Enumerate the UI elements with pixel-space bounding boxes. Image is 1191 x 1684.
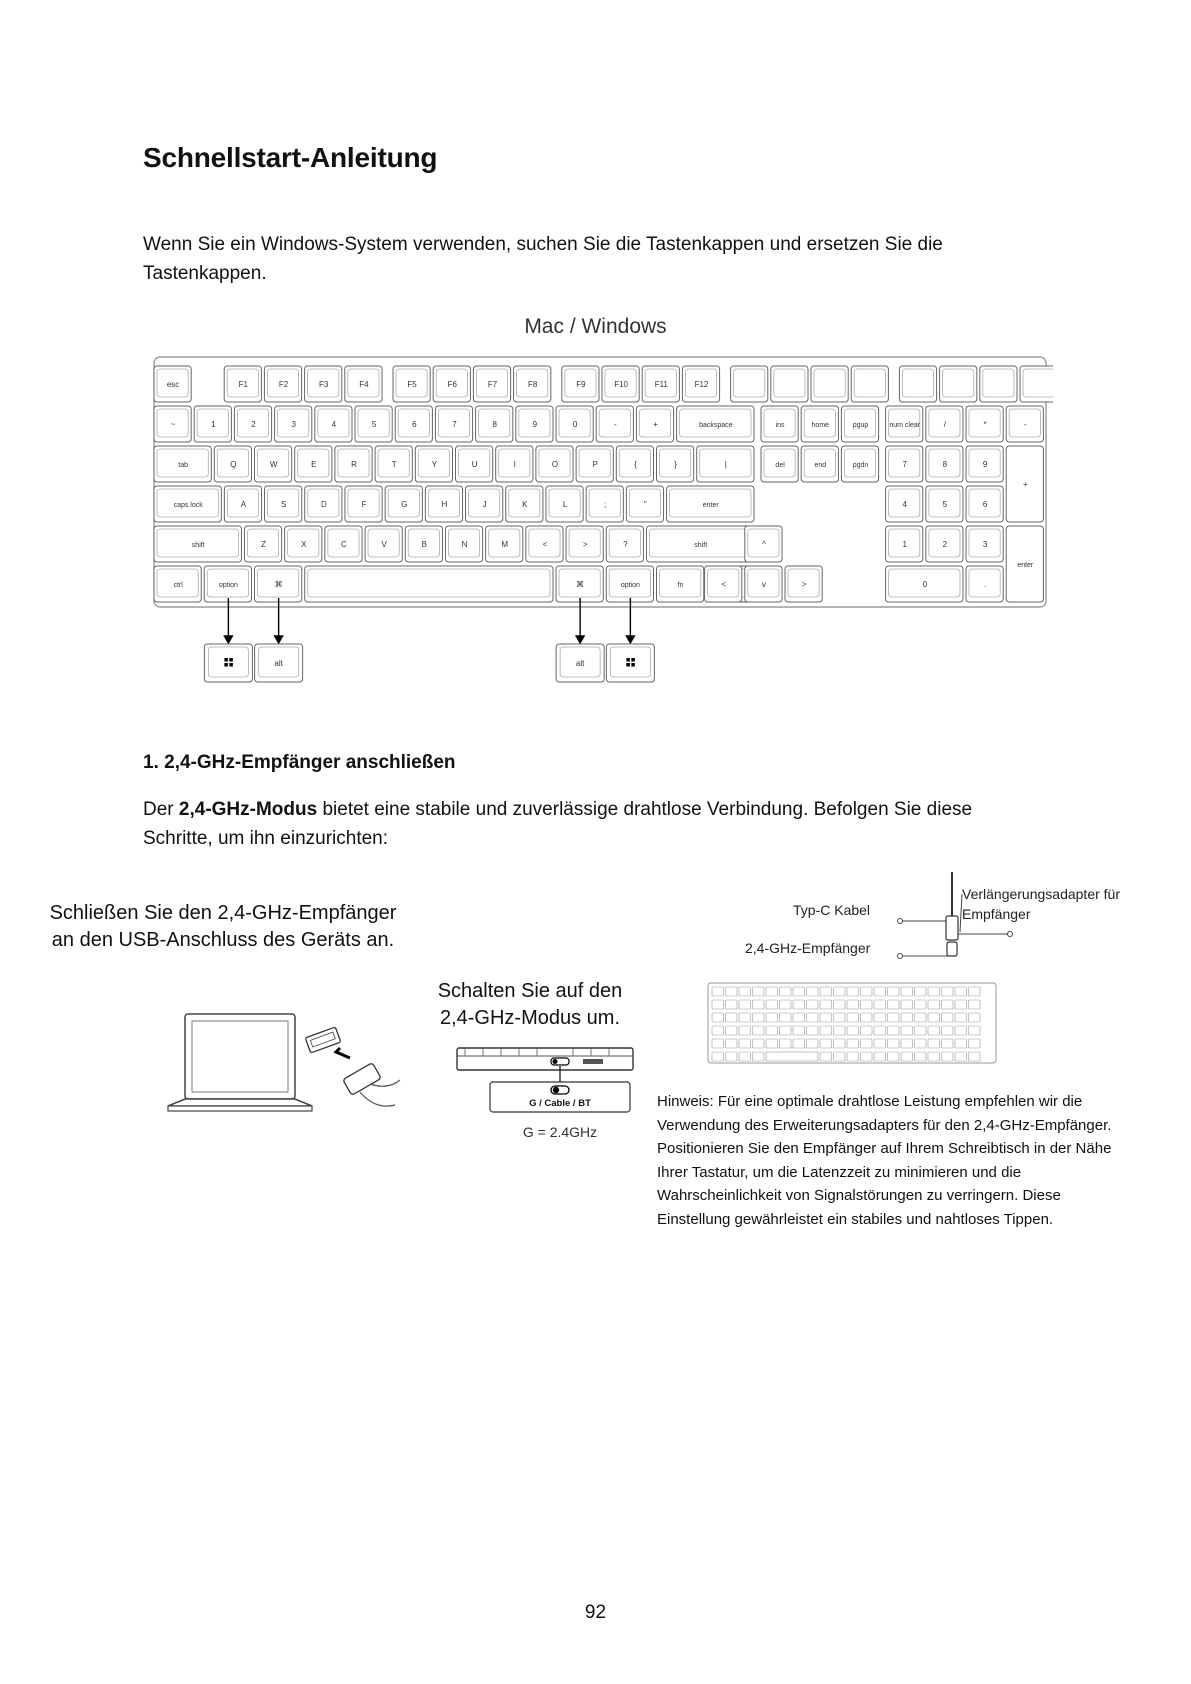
key-label: > <box>582 540 588 549</box>
win-key-alt-right <box>556 644 604 682</box>
svg-text:alt: alt <box>575 659 585 668</box>
key-label: 6 <box>982 500 988 509</box>
key-label: < <box>721 580 727 589</box>
key-letter <box>566 526 603 562</box>
key-nav <box>841 406 878 442</box>
typec-label: Typ-C Kabel <box>793 902 871 918</box>
key-label: T <box>391 460 397 469</box>
key-label: H <box>441 500 448 509</box>
key-letter <box>325 526 362 562</box>
key-letter <box>626 486 663 522</box>
key-letter <box>456 446 493 482</box>
key-label: U <box>471 460 478 469</box>
key-numpad <box>926 446 963 482</box>
key-f4 <box>345 366 382 402</box>
key-label: F4 <box>359 380 369 389</box>
key-f12 <box>682 366 719 402</box>
svg-text:enter: enter <box>1017 562 1034 569</box>
key-label: N <box>461 540 468 549</box>
key-letter <box>425 486 462 522</box>
key-arrow-up <box>745 526 782 562</box>
win-key-alt-left <box>255 644 303 682</box>
key-fn <box>657 566 704 602</box>
key-number <box>596 406 633 442</box>
key-label: Q <box>230 460 237 469</box>
key-label: O <box>551 460 559 469</box>
key-label: ~ <box>170 420 176 429</box>
key-label: end <box>814 462 827 469</box>
key-letter <box>496 446 533 482</box>
key-media <box>899 366 936 402</box>
key-letter <box>224 486 261 522</box>
key-nav <box>841 446 878 482</box>
key-label: M <box>501 540 509 549</box>
page-number: 92 <box>584 1602 607 1623</box>
key-label: ⌘ <box>576 580 585 589</box>
key-label: esc <box>166 380 180 389</box>
key-shift-left <box>154 526 241 562</box>
key-number <box>275 406 312 442</box>
key-label: 5 <box>942 500 948 509</box>
key-number <box>315 406 352 442</box>
key-letter <box>445 526 482 562</box>
key-label: + <box>653 420 658 429</box>
key-backslash <box>697 446 754 482</box>
key-letter <box>576 446 613 482</box>
key-label: ⌘ <box>274 580 283 589</box>
key-label: " <box>644 500 647 509</box>
key-label: 2 <box>251 420 256 429</box>
key-numpad-plus <box>1006 446 1043 522</box>
key-label: 1 <box>211 420 216 429</box>
key-label: 9 <box>982 460 988 469</box>
key-number <box>516 406 553 442</box>
key-label: 1 <box>902 540 907 549</box>
key-letter <box>657 446 694 482</box>
key-label: del <box>775 462 785 469</box>
key-media <box>771 366 808 402</box>
key-label: C <box>341 540 347 549</box>
key-label: option <box>218 582 238 589</box>
key-label: ^ <box>762 540 766 549</box>
svg-text:alt: alt <box>274 659 283 668</box>
key-numpad <box>966 486 1003 522</box>
key-tab <box>154 446 211 482</box>
key-letter <box>265 486 302 522</box>
key-letter <box>295 446 332 482</box>
key-label: pgup <box>852 422 869 429</box>
key-letter <box>365 526 402 562</box>
key-label: 0 <box>572 420 578 429</box>
key-label: 3 <box>291 420 296 429</box>
key-letter <box>285 526 322 562</box>
key-option-left <box>204 566 251 602</box>
key-label: } <box>674 460 677 469</box>
key-f5 <box>393 366 430 402</box>
key-number <box>435 406 472 442</box>
key-label: Y <box>431 460 438 469</box>
key-label: ctrl <box>173 582 183 589</box>
key-letter <box>606 526 643 562</box>
key-numpad <box>886 486 923 522</box>
key-letter <box>255 446 292 482</box>
key-label: F1 <box>238 380 248 389</box>
receiver-label: 2,4-GHz-Empfänger <box>745 940 871 956</box>
key-label: Z <box>261 540 266 549</box>
key-label: P <box>592 460 598 469</box>
key-label: F8 <box>528 380 538 389</box>
key-label: A <box>240 500 247 509</box>
key-letter <box>214 446 251 482</box>
key-arrow-down <box>745 566 782 602</box>
key-numpad-enter <box>1006 526 1043 602</box>
key-number <box>556 406 593 442</box>
section-heading: 1. 2,4-GHz-Empfänger anschließen <box>143 752 456 773</box>
key-label: ; <box>604 500 607 509</box>
key-label: shift <box>694 542 708 549</box>
key-numpad <box>966 406 1003 442</box>
key-label: 5 <box>371 420 377 429</box>
key-media <box>851 366 888 402</box>
step1-caption: Schließen Sie den 2,4-GHz-Empfänger an den USB-Anschluss des Geräts an. <box>49 902 397 951</box>
key-letter <box>385 486 422 522</box>
key-label: B <box>421 540 428 549</box>
key-enter <box>667 486 754 522</box>
key-label: num clear <box>889 422 921 429</box>
key-numpad <box>966 566 1003 602</box>
key-label: D <box>320 500 327 509</box>
keyboard-title: Mac / Windows <box>524 315 667 338</box>
key-arrow-left <box>705 566 742 602</box>
key-number <box>476 406 513 442</box>
key-number <box>636 406 673 442</box>
key-label: K <box>522 500 528 509</box>
key-f10 <box>602 366 639 402</box>
key-letter <box>244 526 281 562</box>
key-f9 <box>562 366 599 402</box>
key-label: fn <box>677 582 684 589</box>
key-cmd-left <box>255 566 302 602</box>
key-numpad <box>926 526 963 562</box>
key-label: shift <box>191 542 205 549</box>
key-letter <box>616 446 653 482</box>
key-f7 <box>473 366 510 402</box>
switch-label: G / Cable / BT <box>529 1098 591 1109</box>
key-media <box>811 366 848 402</box>
switch-legend: G = 2.4GHz <box>522 1124 598 1140</box>
key-label: backspace <box>699 422 733 429</box>
key-label: 9 <box>532 420 538 429</box>
key-label: pgdn <box>852 462 869 469</box>
key-cmd-right <box>556 566 603 602</box>
key-media <box>731 366 768 402</box>
key-letter <box>526 526 563 562</box>
key-label: caps lock <box>173 502 203 509</box>
key-letter <box>345 486 382 522</box>
key-numpad-zero <box>886 566 963 602</box>
key-letter <box>405 526 442 562</box>
key-letter <box>305 486 342 522</box>
key-label: enter <box>702 502 719 509</box>
key-f1 <box>224 366 261 402</box>
key-arrow-right <box>785 566 822 602</box>
key-label: 2 <box>942 540 948 549</box>
key-label: 7 <box>452 420 457 429</box>
key-letter <box>546 486 583 522</box>
key-number <box>194 406 231 442</box>
key-label: 7 <box>902 460 907 469</box>
key-label: R <box>351 460 357 469</box>
key-numpad <box>1006 406 1043 442</box>
key-letter <box>506 486 543 522</box>
key-label: . <box>983 580 987 589</box>
key-label: I <box>513 460 516 469</box>
key-label: F7 <box>487 380 498 389</box>
key-label: tab <box>178 462 189 469</box>
key-label: 6 <box>412 420 417 429</box>
win-key-windows-left <box>204 644 252 682</box>
key-number <box>154 406 191 442</box>
key-label: F5 <box>407 380 417 389</box>
key-numpad <box>966 526 1003 562</box>
key-label: 8 <box>942 460 948 469</box>
key-label: J <box>482 500 487 509</box>
key-label: F9 <box>576 380 586 389</box>
key-label: < <box>542 540 548 549</box>
section-intro: Der 2,4-GHz-Modus bietet eine stabile und zuverlässige drahtlose Verbindung. Befolgen Sie diese Schritte, um ihn einzurichten: <box>143 799 973 849</box>
key-number <box>395 406 432 442</box>
key-f2 <box>264 366 301 402</box>
key-label: home <box>811 422 830 429</box>
keyboard-layout-diagram <box>153 356 1053 686</box>
key-label: F11 <box>654 380 668 389</box>
key-f8 <box>514 366 551 402</box>
key-media <box>980 366 1017 402</box>
key-capslock <box>154 486 221 522</box>
key-label: F2 <box>278 380 289 389</box>
key-nav <box>801 406 838 442</box>
key-label: - <box>613 420 617 429</box>
key-numpad <box>966 446 1003 482</box>
receiver-adapter-illustration <box>890 870 1020 960</box>
key-label: 8 <box>492 420 497 429</box>
key-label: E <box>311 460 317 469</box>
key-label: * <box>983 420 987 429</box>
key-nav <box>761 446 798 482</box>
key-letter <box>486 526 523 562</box>
key-shift-right <box>646 526 754 562</box>
key-number <box>355 406 392 442</box>
key-letter <box>466 486 503 522</box>
key-label: ins <box>775 422 785 429</box>
key-space <box>305 566 553 602</box>
step2-caption: Schalten Sie auf den 2,4-GHz-Modus um. <box>437 980 623 1029</box>
key-label: / <box>943 420 947 429</box>
key-label: > <box>801 580 807 589</box>
key-numpad <box>926 406 963 442</box>
key-label: v <box>761 580 766 589</box>
key-label: 0 <box>922 580 928 589</box>
key-nav <box>761 406 798 442</box>
key-nav <box>801 446 838 482</box>
mode-highlight: 2,4-GHz-Modus <box>178 799 318 820</box>
intro-text: Wenn Sie ein Windows-System verwenden, suchen Sie die Tastenkappen und ersetzen Sie die Tastenkappen. <box>143 234 943 284</box>
key-label: ? <box>623 540 628 549</box>
key-ctrl-left <box>154 566 201 602</box>
key-label: F12 <box>694 380 709 389</box>
key-backspace <box>677 406 754 442</box>
key-option-right <box>606 566 653 602</box>
key-label: 4 <box>902 500 907 509</box>
key-label: F3 <box>319 380 329 389</box>
key-f11 <box>642 366 679 402</box>
key-label: | <box>724 460 727 469</box>
key-number <box>234 406 271 442</box>
key-label: - <box>1023 420 1027 429</box>
small-keyboard-illustration <box>707 982 997 1064</box>
key-f6 <box>433 366 470 402</box>
key-label: { <box>634 460 637 469</box>
key-label: F6 <box>447 380 457 389</box>
key-label: L <box>562 500 568 509</box>
key-letter <box>536 446 573 482</box>
key-label: X <box>301 540 307 549</box>
key-letter <box>586 486 623 522</box>
svg-text:+: + <box>1022 480 1028 489</box>
key-numpad <box>886 406 923 442</box>
key-label: 3 <box>982 540 988 549</box>
key-letter <box>415 446 452 482</box>
win-key-windows-right <box>606 644 654 682</box>
adapter-label: Verlängerungsadapter für Empfänger <box>962 886 1120 922</box>
key-label: F10 <box>614 380 628 389</box>
key-label: 4 <box>331 420 337 429</box>
key-label: G <box>401 500 408 509</box>
key-esc <box>154 366 191 402</box>
laptop-receiver-illustration <box>150 1010 410 1120</box>
key-label: option <box>620 582 640 589</box>
key-label: F <box>361 500 367 509</box>
key-numpad <box>886 526 923 562</box>
key-label: V <box>381 540 387 549</box>
key-media <box>1020 366 1053 402</box>
key-f3 <box>305 366 342 402</box>
mode-switch-illustration <box>455 1044 635 1154</box>
page-title: Schnellstart-Anleitung <box>143 142 438 173</box>
key-numpad <box>926 486 963 522</box>
key-letter <box>335 446 372 482</box>
key-media <box>940 366 977 402</box>
note-text: Hinweis: Für eine optimale drahtlose Leistung empfehlen wir die Verwendung des Erweiterungsadapters für den 2,4-GHz-Empfänger. Positionieren Sie den Empfänger auf Ihrem Schreibtisch in der Nähe Ihrer Tastatur, um die Latenzzeit zu minimieren und die Wahrscheinlichkeit von Signalstörungen zu verringern. Diese Einstellung gewährleistet ein stabiles und nahtloses Tippen. <box>657 1093 1112 1228</box>
key-label: W <box>269 460 278 469</box>
key-letter <box>375 446 412 482</box>
key-numpad <box>886 446 923 482</box>
key-label: S <box>280 500 287 509</box>
